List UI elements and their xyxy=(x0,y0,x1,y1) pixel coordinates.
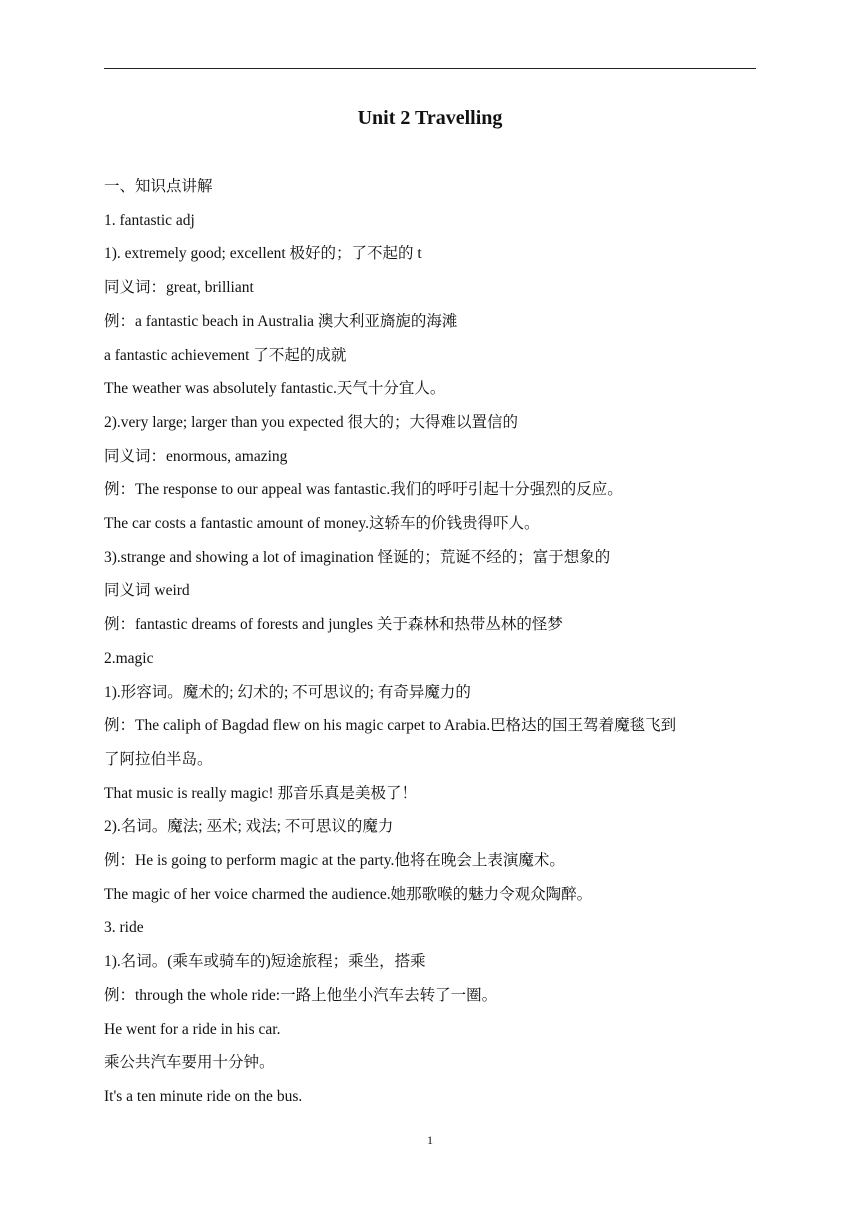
text-line: 1).形容词。魔术的; 幻术的; 不可思议的; 有奇异魔力的 xyxy=(104,683,471,701)
text-line: a fantastic achievement 了不起的成就 xyxy=(104,346,347,364)
text-line: 例：through the whole ride:一路上他坐小汽车去转了一圈。 xyxy=(104,986,498,1004)
document-body xyxy=(104,170,760,1114)
text-line: 1). extremely good; excellent 极好的；了不起的 t xyxy=(104,245,422,263)
text-line: That music is really magic! 那音乐真是美极了！ xyxy=(104,784,417,802)
text-line: 例：a fantastic beach in Australia 澳大利亚旖旎的海滩 xyxy=(104,312,458,330)
page-number: 1 xyxy=(427,1133,433,1147)
text-line: The weather was absolutely fantastic.天气十分宜人。 xyxy=(104,380,446,398)
text-line: 1. fantastic adj xyxy=(104,211,195,229)
text-line: 2.magic xyxy=(104,649,154,667)
text-line: It's a ten minute ride on the bus. xyxy=(104,1087,303,1105)
text-line: 同义词 weird xyxy=(104,582,190,600)
text-line: 1).名词。(乘车或骑车的)短途旅程；乘坐，搭乘 xyxy=(104,953,426,971)
document-title: Unit 2 Travelling xyxy=(357,107,503,129)
text-line: 了阿拉伯半岛。 xyxy=(104,750,213,768)
text-line: The car costs a fantastic amount of money.这轿车的价钱贵得吓人。 xyxy=(104,515,540,533)
text-line: 3. ride xyxy=(104,919,144,937)
header-rule xyxy=(104,68,756,69)
text-line: 3).strange and showing a lot of imagination 怪诞的；荒诞不经的；富于想象的 xyxy=(104,548,611,566)
text-line: 例：The response to our appeal was fantastic.我们的呼吁引起十分强烈的反应。 xyxy=(104,481,623,499)
text-line: He went for a ride in his car. xyxy=(104,1020,281,1038)
text-line: 例：fantastic dreams of forests and jungles 关于森林和热带丛林的怪梦 xyxy=(104,616,563,634)
text-line: 2).very large; larger than you expected 很大的；大得难以置信的 xyxy=(104,413,518,431)
text-line: 同义词：enormous, amazing xyxy=(104,447,288,465)
section-heading: 一、知识点讲解 xyxy=(104,178,213,195)
text-line: 乘公共汽车要用十分钟。 xyxy=(104,1054,275,1072)
text-line: 2).名词。魔法; 巫术; 戏法; 不可思议的魔力 xyxy=(104,818,394,836)
text-line: 例：The caliph of Bagdad flew on his magic carpet to Arabia.巴格达的国王驾着魔毯飞到 xyxy=(104,717,677,735)
text-line: 同义词：great, brilliant xyxy=(104,279,254,297)
text-line: 例：He is going to perform magic at the party.他将在晚会上表演魔术。 xyxy=(104,852,565,870)
text-line: The magic of her voice charmed the audience.她那歌喉的魅力令观众陶醉。 xyxy=(104,885,593,903)
